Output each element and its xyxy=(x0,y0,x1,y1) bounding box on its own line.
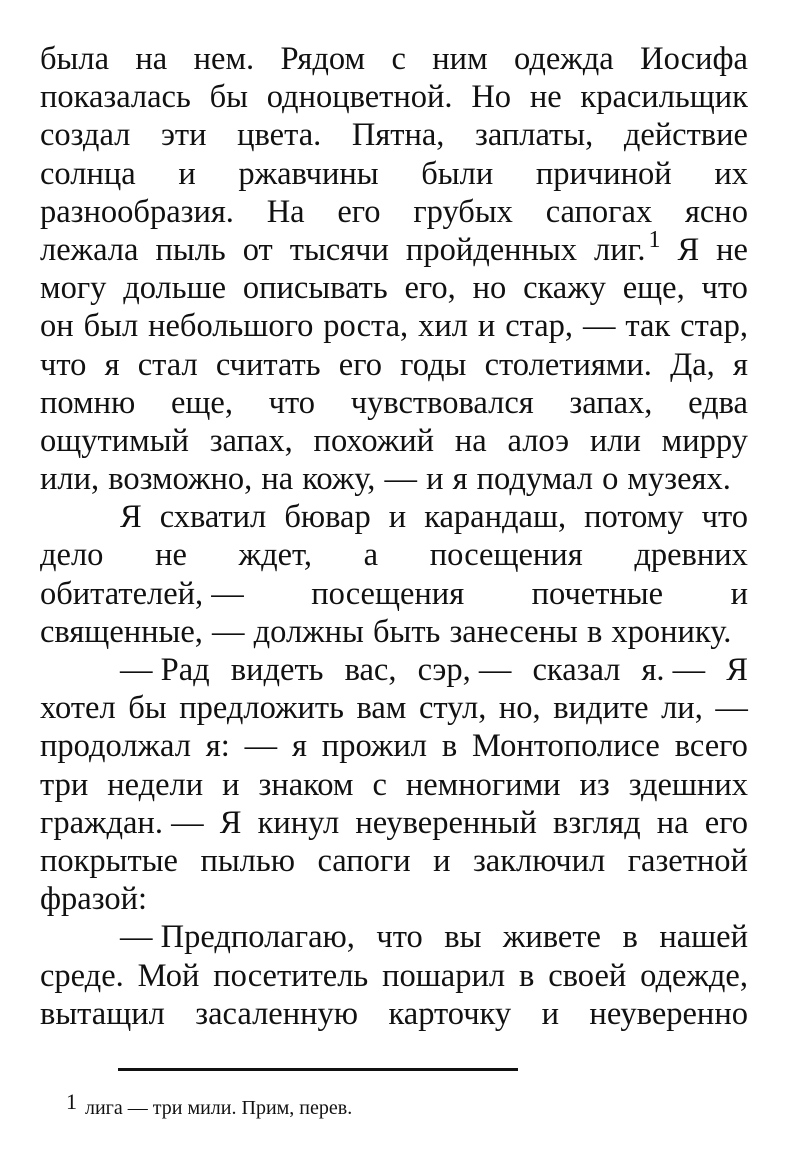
word: схватил xyxy=(159,499,267,536)
word: своей xyxy=(548,957,627,994)
word: и xyxy=(433,842,451,879)
word: но, xyxy=(498,690,541,727)
word: и xyxy=(222,766,240,803)
word: священные, xyxy=(40,613,203,650)
word: что xyxy=(701,499,748,536)
word: в xyxy=(586,613,603,650)
word: стул, xyxy=(418,690,487,727)
text-line xyxy=(40,575,748,613)
word: древних xyxy=(634,537,748,574)
word: пройденных xyxy=(405,231,578,268)
word: карточку xyxy=(388,995,512,1032)
word: кинул xyxy=(257,804,340,841)
word: лиг. xyxy=(594,231,646,268)
word: ощутимый xyxy=(40,422,189,459)
word: алоэ xyxy=(507,422,570,459)
word: видите xyxy=(553,690,649,727)
word: обитателей, — xyxy=(40,575,244,612)
word: среде. xyxy=(40,957,124,994)
word: я xyxy=(291,728,307,765)
word: грубых xyxy=(413,193,513,230)
word: мирру xyxy=(661,422,748,459)
word: в xyxy=(441,728,458,765)
word: посетитель xyxy=(213,957,369,994)
word: но xyxy=(472,270,507,307)
word: взгляд xyxy=(553,804,641,841)
word: здешних xyxy=(628,766,748,803)
word: вы xyxy=(444,919,482,956)
footnote-reference[interactable]: 1 xyxy=(648,226,661,253)
word: помню xyxy=(40,384,136,421)
word: ждет, xyxy=(238,537,312,574)
word: его xyxy=(704,804,748,841)
word: действие xyxy=(623,117,748,154)
word: с xyxy=(391,41,406,77)
word: он xyxy=(40,308,74,345)
text-line xyxy=(40,842,748,880)
word: их xyxy=(714,155,748,192)
word: дольше xyxy=(123,270,227,307)
word: на xyxy=(656,804,689,841)
text-line xyxy=(40,727,748,765)
word: или, xyxy=(40,461,100,498)
word: потому xyxy=(584,499,684,536)
word: в xyxy=(622,919,638,956)
word: недели xyxy=(107,766,204,803)
word: Я xyxy=(219,804,242,841)
text-line xyxy=(40,651,748,689)
word: я. — xyxy=(641,652,706,688)
text-line xyxy=(40,193,748,231)
word: Я xyxy=(726,652,748,688)
word: живете xyxy=(502,919,601,956)
word: всего xyxy=(674,728,748,765)
text-line xyxy=(40,269,748,307)
word: сапоги xyxy=(317,842,411,879)
text-line xyxy=(40,422,748,460)
word: создал xyxy=(40,117,131,154)
word: — xyxy=(212,613,245,650)
word: с xyxy=(372,766,387,803)
word: нашей xyxy=(659,919,748,956)
word: были xyxy=(421,155,494,192)
word: причиной xyxy=(535,155,672,192)
word: не xyxy=(529,79,562,116)
word: столетиями. xyxy=(484,346,652,383)
word: заключил xyxy=(472,842,606,879)
word: заплаты, xyxy=(475,117,594,154)
word: я: xyxy=(205,728,230,765)
word: стал xyxy=(137,346,198,383)
word: роста, xyxy=(323,308,409,345)
footnote xyxy=(66,1089,353,1121)
text-line xyxy=(40,804,748,842)
word: должны xyxy=(253,613,364,650)
text-line xyxy=(40,460,748,498)
word: Я xyxy=(677,231,700,268)
word: его, xyxy=(404,270,456,307)
word: ясно xyxy=(684,193,748,230)
word: — Рад xyxy=(120,652,210,688)
word: на xyxy=(135,41,168,77)
word: был xyxy=(83,308,139,345)
footnote-number: 1 xyxy=(66,1089,77,1114)
word: солнца xyxy=(40,155,136,192)
word: красильщик xyxy=(580,79,748,116)
word: — xyxy=(715,690,748,727)
word: сказал xyxy=(532,652,621,688)
word: знаком xyxy=(258,766,354,803)
word: вас, xyxy=(344,652,397,688)
word: пыль xyxy=(155,231,226,268)
word: засаленную xyxy=(195,995,359,1032)
footnote-text: лига — три мили. Прим, перев. xyxy=(85,1097,353,1119)
word: Иосифа xyxy=(640,41,748,77)
word: скажу xyxy=(523,270,606,307)
word: стар, xyxy=(505,308,574,345)
word: едва xyxy=(688,384,748,421)
word: и xyxy=(178,155,196,192)
word: я xyxy=(104,346,120,383)
word: пошарил xyxy=(382,957,506,994)
word: еще, xyxy=(170,384,233,421)
footnote-divider xyxy=(118,1068,518,1071)
word: неуверенно xyxy=(589,995,748,1032)
text-line xyxy=(40,918,748,956)
word: так xyxy=(625,308,671,345)
word: что xyxy=(268,384,316,421)
word: описывать xyxy=(242,270,388,307)
word: показалась xyxy=(40,79,191,116)
word: в xyxy=(519,957,535,994)
word: На xyxy=(266,193,305,230)
word: или xyxy=(589,422,641,459)
word: годы xyxy=(400,346,467,383)
text-line xyxy=(40,78,748,116)
word: хил xyxy=(418,308,468,345)
word: вам xyxy=(356,690,407,727)
text-line xyxy=(40,40,748,78)
word: и xyxy=(477,308,496,345)
word: запах, xyxy=(569,384,653,421)
word: тысячи xyxy=(289,231,389,268)
book-page-text xyxy=(40,40,748,1033)
word: была xyxy=(40,41,110,77)
word: — xyxy=(582,308,616,345)
word: возможно, xyxy=(108,461,253,498)
word: еще, xyxy=(622,270,685,307)
word: на xyxy=(261,461,294,498)
word: прожил xyxy=(321,728,427,765)
word: хотел xyxy=(40,690,116,727)
word: вытащил xyxy=(40,995,165,1032)
word: — xyxy=(384,461,417,498)
text-line xyxy=(40,880,748,918)
word: быть xyxy=(372,613,441,650)
word: посещения xyxy=(429,537,583,574)
word: его xyxy=(338,346,382,383)
word: хронику. xyxy=(611,613,732,650)
word: считать xyxy=(215,346,321,383)
word: запах, xyxy=(209,422,293,459)
text-line xyxy=(40,155,748,193)
text-line xyxy=(40,226,748,269)
word: фразой: xyxy=(40,881,148,918)
text-line xyxy=(40,307,748,345)
word: музеях. xyxy=(627,461,731,498)
word: Но xyxy=(471,79,512,116)
word: пылью xyxy=(200,842,295,879)
text-line xyxy=(40,116,748,154)
word: лежала xyxy=(40,231,139,268)
text-line xyxy=(40,384,748,422)
word: граждан. — xyxy=(40,804,204,841)
word: сапогах xyxy=(545,193,653,230)
word: небольшого xyxy=(148,308,314,345)
word: нем. xyxy=(193,41,255,77)
word: я xyxy=(732,346,748,383)
word-with-footnote xyxy=(594,226,661,269)
word: что xyxy=(376,919,423,956)
word: продолжал xyxy=(40,728,191,765)
word: стар, xyxy=(680,308,748,345)
word: из xyxy=(579,766,610,803)
word: эти xyxy=(160,117,207,154)
text-line xyxy=(40,766,748,804)
word: могу xyxy=(40,270,107,307)
word: я xyxy=(452,461,468,498)
word: на xyxy=(454,422,487,459)
word: цвета. xyxy=(237,117,322,154)
word: и xyxy=(730,575,748,612)
text-line xyxy=(40,689,748,727)
word: Да, xyxy=(670,346,715,383)
word: не xyxy=(716,231,748,268)
word: Монтополисе xyxy=(472,728,660,765)
word: занесены xyxy=(449,613,578,650)
word: немногими xyxy=(405,766,561,803)
word: карандаш, xyxy=(424,499,567,536)
word: ли, xyxy=(661,690,703,727)
word: от xyxy=(242,231,273,268)
word: неуверенный xyxy=(355,804,537,841)
word: газетной xyxy=(627,842,748,879)
word: покрытые xyxy=(40,842,178,879)
text-line xyxy=(40,498,748,536)
word: чувствовался xyxy=(350,384,534,421)
text-line xyxy=(40,995,748,1033)
word: что xyxy=(701,270,748,307)
word: а xyxy=(363,537,379,574)
word: кожу, xyxy=(302,461,376,498)
word: похожий xyxy=(313,422,435,459)
word: его xyxy=(337,193,381,230)
word: что xyxy=(40,346,87,383)
word: бы xyxy=(209,79,248,116)
word: одежде, xyxy=(640,957,748,994)
word: Пятна, xyxy=(351,117,445,154)
word: почетные xyxy=(531,575,664,612)
word: ним xyxy=(432,41,488,77)
word: бювар xyxy=(284,499,371,536)
word: — Предполагаю, xyxy=(120,919,355,956)
word: одноцветной. xyxy=(266,79,453,116)
word: о xyxy=(602,461,619,498)
word: — xyxy=(244,728,278,765)
word: дело xyxy=(40,537,104,574)
word: бы xyxy=(128,690,167,727)
word: и xyxy=(388,499,407,536)
word: предложить xyxy=(179,690,344,727)
word: видеть xyxy=(230,652,324,688)
word: и xyxy=(426,461,444,498)
word: сэр, — xyxy=(417,652,512,688)
word: одежда xyxy=(514,41,614,77)
word: и xyxy=(541,995,559,1032)
word: три xyxy=(40,766,89,803)
word: разнообразия. xyxy=(40,193,234,230)
word: не xyxy=(155,537,187,574)
word: подумал xyxy=(476,461,593,498)
word: ржавчины xyxy=(238,155,379,192)
word: посещения xyxy=(311,575,465,612)
word: Мой xyxy=(137,957,200,994)
text-line xyxy=(40,346,748,384)
word: Рядом xyxy=(280,41,366,77)
text-line xyxy=(40,613,748,651)
text-line xyxy=(40,957,748,995)
text-line xyxy=(40,536,748,574)
word: Я xyxy=(120,499,142,536)
